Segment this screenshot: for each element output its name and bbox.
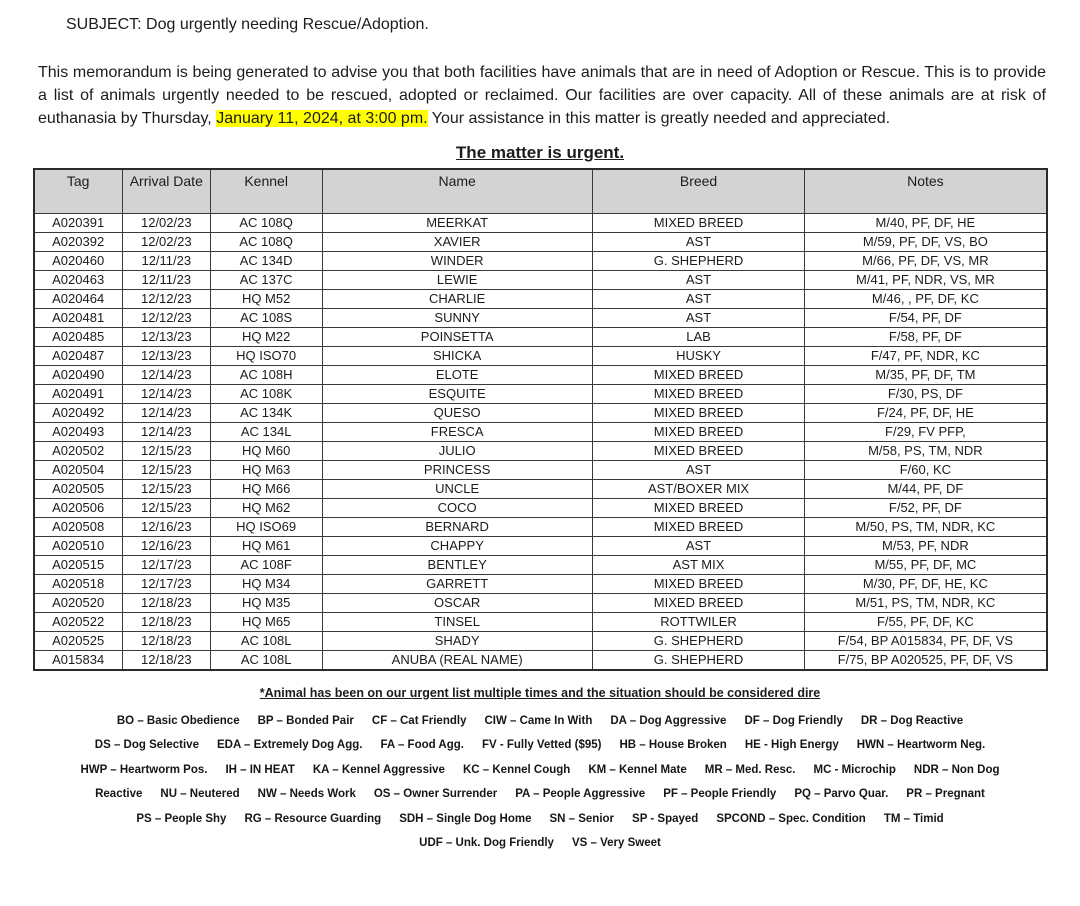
legend-item: KA – Kennel Aggressive — [312, 763, 445, 776]
table-header-row — [34, 169, 1047, 213]
table-row — [34, 308, 1047, 327]
cell-name: PRINCESS — [322, 460, 592, 479]
legend-item: FA – Food Agg. — [380, 739, 464, 751]
cell-kennel: HQ M60 — [210, 441, 322, 460]
legend-item: TM – Timid — [883, 812, 944, 825]
cell-kennel: AC 108Q — [210, 232, 322, 251]
legend-item: OS – Owner Surrender — [373, 788, 498, 800]
cell-kennel: AC 108L — [210, 650, 322, 670]
cell-breed: MIXED BREED — [592, 422, 804, 441]
cell-notes: F/58, PF, DF — [805, 327, 1047, 346]
legend-item: DR – Dog Reactive — [860, 714, 964, 727]
cell-kennel: AC 134D — [210, 251, 322, 270]
cell-breed: ROTTWILER — [592, 612, 804, 631]
table-row — [34, 270, 1047, 289]
cell-notes: F/24, PF, DF, HE — [805, 403, 1047, 422]
cell-notes: F/54, PF, DF — [805, 308, 1047, 327]
cell-notes: M/50, PS, TM, NDR, KC — [805, 517, 1047, 536]
cell-name: LEWIE — [322, 270, 592, 289]
table-row — [34, 631, 1047, 650]
cell-tag: A020491 — [34, 384, 123, 403]
cell-tag: A020464 — [34, 289, 123, 308]
legend-item: FV - Fully Vetted ($95) — [481, 739, 602, 751]
cell-tag: A020481 — [34, 308, 123, 327]
cell-notes: M/35, PF, DF, TM — [805, 365, 1047, 384]
legend-item: PS – People Shy — [136, 812, 227, 825]
cell-kennel: HQ ISO69 — [210, 517, 322, 536]
intro-paragraph — [38, 61, 1046, 130]
cell-name: ELOTE — [322, 365, 592, 384]
cell-tag: A020391 — [34, 213, 123, 232]
cell-kennel: HQ M61 — [210, 536, 322, 555]
legend-item: NW – Needs Work — [257, 788, 356, 800]
cell-arrival_date: 12/11/23 — [122, 251, 210, 270]
legend-item: KC – Kennel Cough — [462, 763, 571, 776]
table-row — [34, 327, 1047, 346]
legend-line — [0, 782, 1080, 807]
col-header-name: Name — [322, 169, 592, 213]
table-row — [34, 593, 1047, 612]
cell-kennel: HQ M62 — [210, 498, 322, 517]
cell-name: WINDER — [322, 251, 592, 270]
legend-line — [0, 807, 1080, 832]
legend-item: CF – Cat Friendly — [371, 714, 467, 727]
legend-item: BP – Bonded Pair — [257, 714, 354, 727]
cell-tag: A020525 — [34, 631, 123, 650]
cell-arrival_date: 12/15/23 — [122, 460, 210, 479]
cell-kennel: AC 108F — [210, 555, 322, 574]
cell-breed: AST — [592, 232, 804, 251]
cell-arrival_date: 12/02/23 — [122, 213, 210, 232]
cell-breed: MIXED BREED — [592, 517, 804, 536]
cell-notes: F/47, PF, NDR, KC — [805, 346, 1047, 365]
col-header-kennel: Kennel — [210, 169, 322, 213]
cell-notes: M/46, , PF, DF, KC — [805, 289, 1047, 308]
cell-notes: M/41, PF, NDR, VS, MR — [805, 270, 1047, 289]
cell-tag: A020485 — [34, 327, 123, 346]
table-row — [34, 441, 1047, 460]
cell-name: BENTLEY — [322, 555, 592, 574]
animals-table-body — [34, 213, 1047, 670]
col-header-notes: Notes — [805, 169, 1047, 213]
cell-tag: A020505 — [34, 479, 123, 498]
cell-name: ESQUITE — [322, 384, 592, 403]
legend-item: SP - Spayed — [632, 812, 699, 825]
table-row — [34, 555, 1047, 574]
legend-item: SN – Senior — [549, 812, 615, 825]
cell-name: JULIO — [322, 441, 592, 460]
legend-item: RG – Resource Guarding — [244, 812, 382, 825]
legend-item: MR – Med. Resc. — [704, 763, 796, 776]
cell-notes: F/60, KC — [805, 460, 1047, 479]
cell-tag: A020392 — [34, 232, 123, 251]
cell-kennel: HQ M35 — [210, 593, 322, 612]
cell-arrival_date: 12/16/23 — [122, 517, 210, 536]
legend-item: PA – People Aggressive — [515, 788, 646, 800]
cell-name: XAVIER — [322, 232, 592, 251]
cell-notes: F/55, PF, DF, KC — [805, 612, 1047, 631]
cell-name: CHAPPY — [322, 536, 592, 555]
cell-kennel: AC 134K — [210, 403, 322, 422]
legend-item: HWP – Heartworm Pos. — [80, 763, 208, 776]
table-row — [34, 422, 1047, 441]
table-row — [34, 251, 1047, 270]
footnote: *Animal has been on our urgent list multiple times and the situation should be considered dire — [259, 685, 821, 700]
cell-arrival_date: 12/14/23 — [122, 403, 210, 422]
cell-breed: AST MIX — [592, 555, 804, 574]
cell-kennel: AC 108Q — [210, 213, 322, 232]
cell-tag: A020510 — [34, 536, 123, 555]
cell-arrival_date: 12/14/23 — [122, 384, 210, 403]
cell-notes: F/75, BP A020525, PF, DF, VS — [805, 650, 1047, 670]
cell-name: SUNNY — [322, 308, 592, 327]
table-row — [34, 232, 1047, 251]
cell-notes: F/30, PS, DF — [805, 384, 1047, 403]
cell-breed: HUSKY — [592, 346, 804, 365]
cell-arrival_date: 12/13/23 — [122, 346, 210, 365]
cell-kennel: AC 137C — [210, 270, 322, 289]
cell-tag: A020463 — [34, 270, 123, 289]
legend-item: HB – House Broken — [619, 739, 727, 751]
cell-breed: AST — [592, 270, 804, 289]
cell-breed: AST — [592, 460, 804, 479]
cell-tag: A015834 — [34, 650, 123, 670]
cell-arrival_date: 12/02/23 — [122, 232, 210, 251]
cell-notes: F/29, FV PFP, — [805, 422, 1047, 441]
cell-kennel: HQ ISO70 — [210, 346, 322, 365]
col-header-tag: Tag — [34, 169, 123, 213]
col-header-breed: Breed — [592, 169, 804, 213]
cell-breed: MIXED BREED — [592, 574, 804, 593]
table-row — [34, 365, 1047, 384]
legend-item: DS – Dog Selective — [94, 739, 199, 751]
cell-notes: M/30, PF, DF, HE, KC — [805, 574, 1047, 593]
cell-name: POINSETTA — [322, 327, 592, 346]
legend-item: IH – IN HEAT — [225, 763, 295, 776]
cell-arrival_date: 12/14/23 — [122, 422, 210, 441]
legend-item: NDR – Non Dog — [913, 763, 1000, 776]
cell-arrival_date: 12/17/23 — [122, 574, 210, 593]
legend-item: EDA – Extremely Dog Agg. — [216, 739, 363, 751]
cell-tag: A020492 — [34, 403, 123, 422]
cell-arrival_date: 12/15/23 — [122, 479, 210, 498]
cell-breed: MIXED BREED — [592, 365, 804, 384]
cell-name: UNCLE — [322, 479, 592, 498]
legend-item: SDH – Single Dog Home — [399, 812, 532, 825]
cell-kennel: AC 108L — [210, 631, 322, 650]
cell-breed: MIXED BREED — [592, 213, 804, 232]
legend-item: DA – Dog Aggressive — [610, 714, 727, 727]
legend-item: UDF – Unk. Dog Friendly — [419, 837, 554, 849]
table-row — [34, 384, 1047, 403]
cell-tag: A020460 — [34, 251, 123, 270]
legend-item: SPCOND – Spec. Condition — [716, 812, 866, 825]
cell-breed: MIXED BREED — [592, 441, 804, 460]
cell-notes: M/66, PF, DF, VS, MR — [805, 251, 1047, 270]
cell-breed: AST — [592, 289, 804, 308]
cell-breed: MIXED BREED — [592, 403, 804, 422]
cell-name: COCO — [322, 498, 592, 517]
table-row — [34, 498, 1047, 517]
cell-notes: M/53, PF, NDR — [805, 536, 1047, 555]
cell-kennel: HQ M66 — [210, 479, 322, 498]
legend-item: MC - Microchip — [813, 763, 896, 776]
cell-breed: G. SHEPHERD — [592, 631, 804, 650]
legend-item: HWN – Heartworm Neg. — [856, 739, 986, 751]
cell-kennel: AC 134L — [210, 422, 322, 441]
cell-name: OSCAR — [322, 593, 592, 612]
cell-kennel: HQ M22 — [210, 327, 322, 346]
legend-item: HE - High Energy — [744, 739, 839, 751]
cell-arrival_date: 12/18/23 — [122, 631, 210, 650]
animals-table — [33, 168, 1048, 671]
legend-line — [0, 758, 1080, 783]
deadline-highlight: January 11, 2024, at 3:00 pm. — [216, 110, 428, 127]
legend-item: PF – People Friendly — [663, 788, 777, 800]
table-row — [34, 403, 1047, 422]
cell-tag: A020508 — [34, 517, 123, 536]
cell-arrival_date: 12/15/23 — [122, 498, 210, 517]
cell-kennel: AC 108S — [210, 308, 322, 327]
cell-name: GARRETT — [322, 574, 592, 593]
legend-line — [0, 709, 1080, 734]
cell-arrival_date: 12/16/23 — [122, 536, 210, 555]
legend-item: KM – Kennel Mate — [588, 763, 687, 776]
cell-name: FRESCA — [322, 422, 592, 441]
table-row — [34, 346, 1047, 365]
cell-arrival_date: 12/14/23 — [122, 365, 210, 384]
cell-arrival_date: 12/18/23 — [122, 650, 210, 670]
cell-kennel: HQ M52 — [210, 289, 322, 308]
legend-item: VS – Very Sweet — [571, 837, 661, 849]
table-row — [34, 517, 1047, 536]
cell-arrival_date: 12/12/23 — [122, 289, 210, 308]
legend-item: DF – Dog Friendly — [744, 714, 843, 727]
cell-tag: A020506 — [34, 498, 123, 517]
cell-arrival_date: 12/17/23 — [122, 555, 210, 574]
cell-tag: A020493 — [34, 422, 123, 441]
cell-breed: G. SHEPHERD — [592, 251, 804, 270]
table-row — [34, 213, 1047, 232]
subject-line: SUBJECT: Dog urgently needing Rescue/Adoption. — [66, 16, 429, 33]
cell-notes: F/54, BP A015834, PF, DF, VS — [805, 631, 1047, 650]
cell-arrival_date: 12/11/23 — [122, 270, 210, 289]
legend-item: PR – Pregnant — [906, 788, 985, 800]
cell-name: CHARLIE — [322, 289, 592, 308]
legend-line — [0, 831, 1080, 856]
legend-item: Reactive — [95, 788, 143, 800]
cell-name: TINSEL — [322, 612, 592, 631]
cell-notes: M/51, PS, TM, NDR, KC — [805, 593, 1047, 612]
legend-item: BO – Basic Obedience — [116, 714, 240, 727]
cell-arrival_date: 12/12/23 — [122, 308, 210, 327]
cell-tag: A020515 — [34, 555, 123, 574]
cell-breed: AST — [592, 536, 804, 555]
cell-arrival_date: 12/15/23 — [122, 441, 210, 460]
table-row — [34, 479, 1047, 498]
urgency-title: The matter is urgent. — [455, 143, 625, 162]
cell-kennel: AC 108H — [210, 365, 322, 384]
cell-arrival_date: 12/13/23 — [122, 327, 210, 346]
cell-name: ANUBA (REAL NAME) — [322, 650, 592, 670]
cell-breed: MIXED BREED — [592, 384, 804, 403]
cell-breed: AST — [592, 308, 804, 327]
table-row — [34, 650, 1047, 670]
legend-item: PQ – Parvo Quar. — [794, 788, 889, 800]
cell-name: SHADY — [322, 631, 592, 650]
cell-breed: G. SHEPHERD — [592, 650, 804, 670]
cell-name: SHICKA — [322, 346, 592, 365]
cell-tag: A020522 — [34, 612, 123, 631]
cell-kennel: HQ M34 — [210, 574, 322, 593]
cell-breed: AST/BOXER MIX — [592, 479, 804, 498]
cell-kennel: AC 108K — [210, 384, 322, 403]
table-row — [34, 612, 1047, 631]
table-row — [34, 536, 1047, 555]
cell-breed: MIXED BREED — [592, 593, 804, 612]
cell-notes: M/58, PS, TM, NDR — [805, 441, 1047, 460]
legend — [0, 709, 1080, 856]
col-header-arrival: Arrival Date — [122, 169, 210, 213]
cell-tag: A020487 — [34, 346, 123, 365]
cell-notes: M/40, PF, DF, HE — [805, 213, 1047, 232]
cell-tag: A020490 — [34, 365, 123, 384]
cell-tag: A020520 — [34, 593, 123, 612]
intro-text-before: This memorandum is being generated to advise you that both facilities have animals that are in need of Adoption or Rescue. This is to provide a list of animals urgently needed to be rescued, adopted or reclaimed. Our facilities are over capacity. All of these animals are at risk of euthanasia by Thursday, — [38, 64, 1046, 127]
table-row — [34, 289, 1047, 308]
cell-name: QUESO — [322, 403, 592, 422]
cell-notes: F/52, PF, DF — [805, 498, 1047, 517]
legend-item: CIW – Came In With — [484, 714, 593, 727]
cell-name: MEERKAT — [322, 213, 592, 232]
table-row — [34, 574, 1047, 593]
cell-notes: M/59, PF, DF, VS, BO — [805, 232, 1047, 251]
cell-arrival_date: 12/18/23 — [122, 593, 210, 612]
cell-notes: M/44, PF, DF — [805, 479, 1047, 498]
cell-tag: A020504 — [34, 460, 123, 479]
cell-kennel: HQ M65 — [210, 612, 322, 631]
legend-line — [0, 733, 1080, 758]
cell-tag: A020518 — [34, 574, 123, 593]
cell-tag: A020502 — [34, 441, 123, 460]
cell-breed: MIXED BREED — [592, 498, 804, 517]
cell-arrival_date: 12/18/23 — [122, 612, 210, 631]
intro-text-after: Your assistance in this matter is greatly needed and appreciated. — [427, 110, 891, 127]
table-row — [34, 460, 1047, 479]
cell-breed: LAB — [592, 327, 804, 346]
cell-notes: M/55, PF, DF, MC — [805, 555, 1047, 574]
legend-item: NU – Neutered — [160, 788, 240, 800]
cell-name: BERNARD — [322, 517, 592, 536]
cell-kennel: HQ M63 — [210, 460, 322, 479]
